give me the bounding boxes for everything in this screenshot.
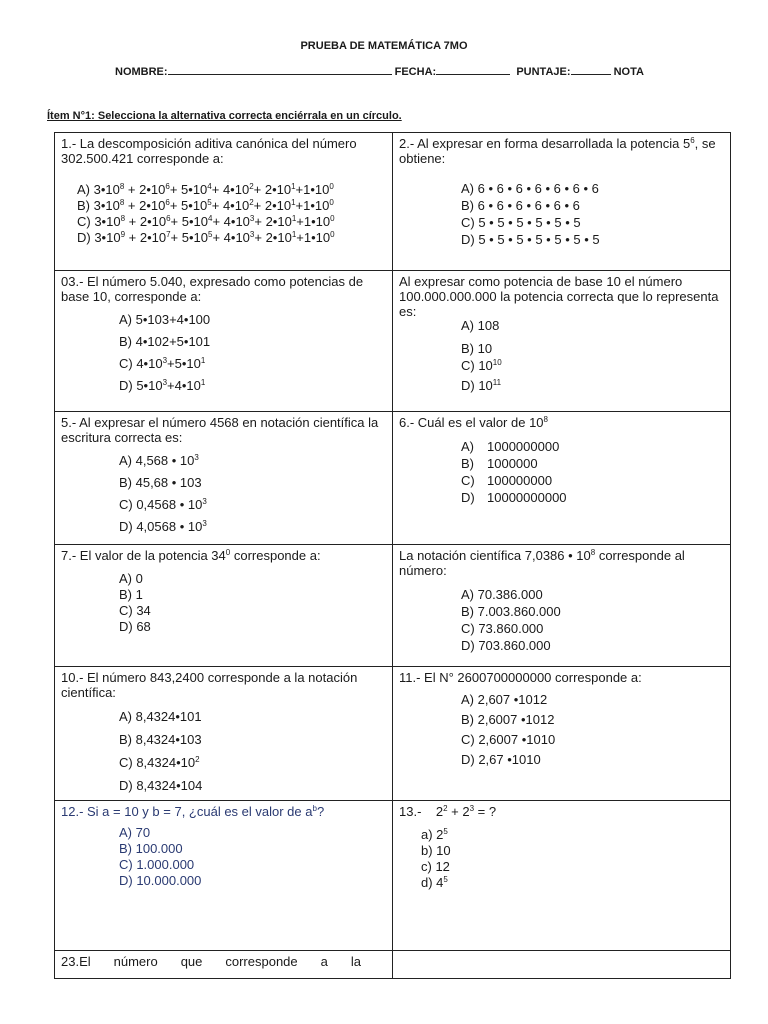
q4-option-b[interactable]: B) 10 [461,341,493,356]
puntaje-label: PUNTAJE: [516,66,571,78]
q11-option-a[interactable]: A) 2,607 •1012 [461,692,548,707]
item-instructions: Ítem N°1: Selecciona la alternativa correcta enciérrala en un círculo. [47,110,402,122]
question-3-options [61,309,386,397]
question-10 [55,667,393,801]
q6-option-c[interactable]: C) 100000000 [461,473,553,488]
question-23-text: 23.El número que corresponde a la [61,954,361,969]
question-11 [393,667,731,801]
q1-option-b[interactable]: B) $3•10^8$ + $2•10^6+$ $5•10^5+$ $4•10^2+$ $2•10^1+1•10^0$ [77,198,334,213]
q7-option-a[interactable]: A) 0 [119,571,143,586]
question-6-text: 6.- Cuál es el valor de $10^8$ [399,415,548,430]
q2-option-b[interactable]: B) 6 • 6 • 6 • 6 • 6 • 6 [461,198,580,213]
q5-option-a[interactable]: A) 4,568 • $10^3$ [119,453,199,468]
question-10-text: 10.- El número 843,2400 corresponde a la notación científica: [61,670,358,700]
question-13-text: 13.- $2^2 + 2^3$ = ? [399,804,497,819]
question-13-options [399,827,724,891]
question-3 [55,271,393,412]
question-7-text: 7.- El valor de la potencia $34^0$ corresponde a: [61,548,321,563]
q2-option-a[interactable]: A) 6 • 6 • 6 • 6 • 6 • 6 • 6 [461,181,599,196]
q3-option-b[interactable]: B) 4•102+5•101 [119,334,211,349]
q2-option-c[interactable]: C) 5 • 5 • 5 • 5 • 5 • 5 [461,215,581,230]
questions-table [54,132,731,979]
q3-option-c[interactable]: C) $4•10^3+5•10^1$ [119,356,206,371]
q12-option-c[interactable]: C) 1.000.000 [119,857,195,872]
q4-option-d[interactable]: D) $10^{11}$ [461,378,502,393]
q13-option-b[interactable]: b) 10 [421,843,451,858]
question-2 [393,133,731,271]
q8-option-b[interactable]: B) 7.003.860.000 [461,604,561,619]
q3-option-a[interactable]: A) 5•103+4•100 [119,312,211,327]
q10-option-d[interactable]: D) 8,4324•104 [119,778,203,793]
question-8-options [399,586,724,654]
empty-cell [393,951,731,979]
question-6-options [399,438,724,506]
q11-option-d[interactable]: D) 2,67 •1010 [461,752,541,767]
q1-option-a[interactable]: A) $3•10^8$ + $2•10^6+$ $5•10^4+$ $4•10^2+$ $2•10^1+1•10^0$ [77,182,334,197]
question-12-text: 12.- Si a = 10 y b = 7, ¿cuál es el valor de $a^b$? [61,804,325,819]
question-5-text: 5.- Al expresar el número 4568 en notación científica la escritura correcta es: [61,415,379,445]
question-8-text: La notación científica 7,0386 • $10^8$ corresponde al número: [399,548,685,578]
question-2-text: 2.- Al expresar en forma desarrollada la potencia $5^6$, se obtiene: [399,136,716,166]
question-5 [55,412,393,545]
q2-option-d[interactable]: D) 5 • 5 • 5 • 5 • 5 • 5 • 5 [461,232,600,247]
question-11-options [399,690,724,770]
question-6 [393,412,731,545]
question-1-text: 1.- La descomposición aditiva canónica del número 302.500.421 corresponde a: [61,136,357,166]
q7-option-b[interactable]: B) 1 [119,587,143,602]
question-11-text: 11.- El N° 2600700000000 corresponde a: [399,670,642,685]
q8-option-a[interactable]: A) 70.386.000 [461,587,543,602]
q11-option-b[interactable]: B) 2,6007 •1012 [461,712,555,727]
q4-option-c[interactable]: C) $10^{10}$ [461,358,502,373]
question-5-options [61,450,386,538]
nombre-field[interactable] [168,65,392,75]
q10-option-c[interactable]: C) $8,4324•10^2$ [119,755,200,770]
q1-option-d[interactable]: D) $3•10^9$ + $2•10^7+$ $5•10^5+$ $4•10^3+$ $2•10^1+1•10^0$ [77,230,335,245]
question-2-options [399,180,724,248]
question-4-text: Al expresar como potencia de base 10 el número 100.000.000.000 la potencia correcta que lo representa es: [399,274,719,319]
question-8 [393,545,731,667]
q6-option-d[interactable]: D) 10000000000 [461,490,567,505]
question-4 [393,271,731,412]
q10-option-a[interactable]: A) 8,4324•101 [119,709,202,724]
q4-option-a[interactable]: A) 108 [461,318,500,333]
q6-option-b[interactable]: B) 1000000 [461,456,538,471]
q12-option-d[interactable]: D) 10.000.000 [119,873,202,888]
q10-option-b[interactable]: B) 8,4324•103 [119,732,202,747]
puntaje-field[interactable] [571,65,611,75]
q3-option-d[interactable]: D) $5•10^3+4•10^1$ [119,378,206,393]
q5-option-b[interactable]: B) 45,68 • 103 [119,475,202,490]
question-7 [55,545,393,667]
q7-option-d[interactable]: D) 68 [119,619,151,634]
page-title: PRUEBA DE MATEMÁTICA 7MO [300,40,468,52]
fecha-field[interactable] [436,65,510,75]
q13-option-c[interactable]: c) 12 [421,859,450,874]
q5-option-c[interactable]: C) 0,4568 • $10^3$ [119,497,207,512]
question-23 [55,951,393,979]
q5-option-d[interactable]: D) 4,0568 • $10^3$ [119,519,207,534]
q6-option-a[interactable]: A) 1000000000 [461,439,560,454]
question-7-options [61,571,386,635]
question-13 [393,801,731,951]
nota-label: NOTA [613,66,644,78]
q7-option-c[interactable]: C) 34 [119,603,151,618]
question-4-options [399,317,724,394]
nombre-label: NOMBRE: [115,66,168,78]
q1-option-c[interactable]: C) $3•10^8$ + $2•10^6+$ $5•10^4+$ $4•10^3+$ $2•10^1+1•10^0$ [77,214,335,229]
fecha-label: FECHA: [394,66,437,78]
q8-option-c[interactable]: C) 73.860.000 [461,621,544,636]
q12-option-a[interactable]: A) 70 [119,825,151,840]
q8-option-d[interactable]: D) 703.860.000 [461,638,551,653]
q13-option-d[interactable]: d) $4^5$ [421,875,448,890]
question-10-options [61,705,386,797]
q13-option-a[interactable]: a) $2^5$ [421,827,448,842]
q12-option-b[interactable]: B) 100.000 [119,841,183,856]
question-1-options [61,182,386,246]
question-3-text: 03.- El número 5.040, expresado como potencias de base 10, corresponde a: [61,274,364,304]
q11-option-c[interactable]: C) 2,6007 •1010 [461,732,556,747]
question-1 [55,133,393,271]
student-info-line [115,65,644,78]
question-12-options [61,825,386,889]
question-12 [55,801,393,951]
